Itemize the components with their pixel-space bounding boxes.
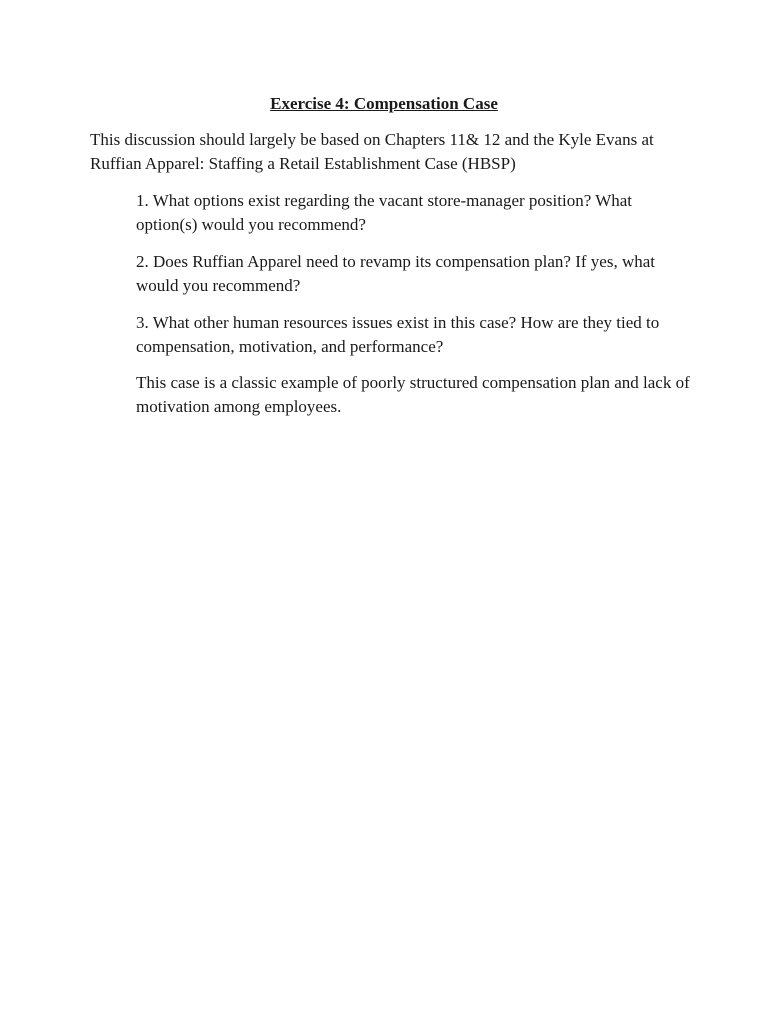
- page-title: Exercise 4: Compensation Case: [270, 94, 498, 113]
- question-3: 3. What other human resources issues exist in this case? How are they tied to compensation, motivation, and performance?: [136, 313, 660, 356]
- answer-paragraph: This case is a classic example of poorly structured compensation plan and lack of motivation among employees.: [136, 373, 690, 416]
- question-2: 2. Does Ruffian Apparel need to revamp its compensation plan? If yes, what would you recommend?: [136, 252, 655, 295]
- question-1: 1. What options exist regarding the vacant store-manager position? What option(s) would you recommend?: [136, 191, 633, 234]
- intro-paragraph: This discussion should largely be based on Chapters 11& 12 and the Kyle Evans at Ruffian Apparel: Staffing a Retail Establishment Case (HBSP): [90, 130, 654, 173]
